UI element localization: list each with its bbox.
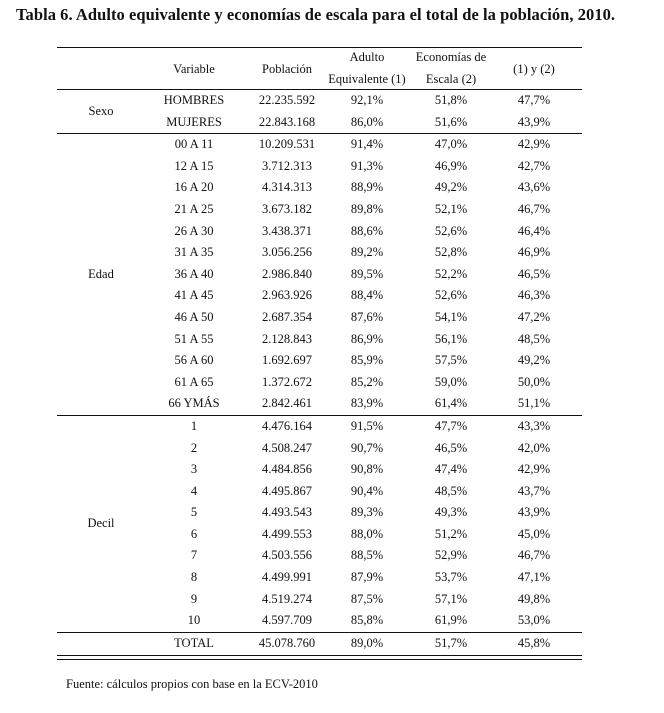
variable-cell: 66 YMÁS [168, 396, 220, 411]
poblacion-cell: 4.484.856 [262, 462, 312, 477]
economias-cell: 49,2% [434, 180, 468, 195]
poblacion-cell: 4.503.556 [262, 548, 312, 563]
poblacion-cell: 4.495.867 [262, 483, 312, 498]
economias-cell: 57,5% [434, 353, 468, 368]
header-economias-line2: Escala (2) [425, 72, 477, 86]
adulto-cell: 85,8% [350, 613, 384, 628]
table-row [57, 459, 582, 481]
combined-cell: 46,7% [517, 201, 551, 216]
table-row [57, 112, 582, 134]
adulto-cell: 87,9% [350, 570, 384, 585]
poblacion-cell: 10.209.531 [258, 137, 316, 152]
table-row [57, 438, 582, 460]
table-row [57, 177, 582, 199]
combined-cell: 47,1% [517, 570, 551, 585]
group-label: Decil [87, 515, 115, 530]
combined-cell: 43,9% [517, 114, 551, 129]
economias-cell: 51,6% [434, 114, 468, 129]
table-body [57, 90, 582, 633]
adulto-cell: 88,6% [350, 223, 384, 238]
combined-cell: 51,1% [517, 396, 551, 411]
variable-cell: 51 A 55 [174, 331, 214, 346]
header-adulto-line2: Equivalente (1) [328, 72, 406, 86]
poblacion-cell: 2.986.840 [262, 266, 312, 281]
adulto-cell: 89,3% [350, 505, 384, 520]
poblacion-cell: 1.692.697 [262, 353, 312, 368]
table-row [57, 524, 582, 546]
economias-cell: 61,9% [434, 613, 468, 628]
variable-cell: 10 [187, 613, 201, 628]
table-row [57, 350, 582, 372]
header-economias-line1: Economías de [415, 50, 487, 64]
group-edad [57, 134, 582, 415]
group-label: Sexo [88, 103, 114, 118]
combined-cell: 49,2% [517, 353, 551, 368]
variable-cell: 1 [190, 418, 198, 433]
poblacion-cell: 3.712.313 [262, 158, 312, 173]
variable-cell: 7 [190, 548, 198, 563]
table-row [57, 329, 582, 351]
adulto-cell: 90,7% [350, 440, 384, 455]
economias-cell: 47,7% [434, 418, 468, 433]
poblacion-cell: 22.235.592 [258, 93, 316, 107]
adulto-cell: 86,0% [350, 114, 384, 129]
poblacion-cell: 4.493.543 [262, 505, 312, 520]
variable-cell: 26 A 30 [174, 223, 214, 238]
combined-cell: 47,2% [517, 309, 551, 324]
adulto-cell: 91,3% [350, 158, 384, 173]
combined-cell: 43,7% [517, 483, 551, 498]
table-row [57, 264, 582, 286]
table-row [57, 285, 582, 307]
combined-cell: 48,5% [517, 331, 551, 346]
combined-cell: 50,0% [517, 374, 551, 389]
table-row [57, 90, 582, 112]
adulto-cell: 91,4% [350, 137, 384, 152]
table-row [57, 372, 582, 394]
economias-cell: 52,6% [434, 288, 468, 303]
poblacion-cell: 2.842.461 [262, 396, 312, 411]
variable-cell: 61 A 65 [174, 374, 214, 389]
economias-cell: 47,0% [434, 137, 468, 152]
table-row [57, 393, 582, 415]
table-row [57, 589, 582, 611]
adulto-cell: 83,9% [350, 396, 384, 411]
table-header [57, 48, 582, 89]
combined-cell: 46,4% [517, 223, 551, 238]
poblacion-cell: 4.508.247 [262, 440, 312, 455]
adulto-cell: 87,5% [350, 591, 384, 606]
adulto-cell: 89,2% [350, 245, 384, 260]
poblacion-cell: 4.476.164 [262, 418, 312, 433]
poblacion-cell: 2.963.926 [262, 288, 312, 303]
poblacion-cell: 2.687.354 [262, 309, 312, 324]
total-adulto: 89,0% [350, 635, 384, 650]
combined-cell: 42,0% [517, 440, 551, 455]
economias-cell: 53,7% [434, 570, 468, 585]
economias-cell: 48,5% [434, 483, 468, 498]
adulto-cell: 88,5% [350, 548, 384, 563]
economias-cell: 57,1% [434, 591, 468, 606]
adulto-cell: 85,9% [350, 353, 384, 368]
variable-cell: 4 [190, 483, 198, 498]
total-row [57, 633, 582, 655]
combined-cell: 53,0% [517, 613, 551, 628]
poblacion-cell: 22.843.168 [258, 114, 316, 129]
economias-cell: 61,4% [434, 396, 468, 411]
economias-cell: 49,3% [434, 505, 468, 520]
variable-cell: 00 A 11 [174, 137, 214, 152]
table-row [57, 307, 582, 329]
combined-cell: 45,0% [517, 526, 551, 541]
economias-cell: 52,8% [434, 245, 468, 260]
variable-cell: 6 [190, 526, 198, 541]
adulto-cell: 90,8% [350, 462, 384, 477]
economias-cell: 47,4% [434, 462, 468, 477]
variable-cell: 8 [190, 570, 198, 585]
variable-cell: 41 A 45 [174, 288, 214, 303]
variable-cell: HOMBRES [163, 93, 225, 107]
poblacion-cell: 2.128.843 [262, 331, 312, 346]
economias-cell: 52,1% [434, 201, 468, 216]
poblacion-cell: 4.597.709 [262, 613, 312, 628]
variable-cell: 12 A 15 [174, 158, 214, 173]
economias-cell: 52,9% [434, 548, 468, 563]
data-table [57, 47, 582, 660]
economias-cell: 51,8% [434, 93, 468, 107]
variable-cell: 36 A 40 [174, 266, 214, 281]
table-row [57, 416, 582, 438]
variable-cell: 21 A 25 [174, 201, 214, 216]
header-variable: Variable [173, 62, 215, 76]
economias-cell: 54,1% [434, 309, 468, 324]
total-label: TOTAL [174, 635, 214, 650]
variable-cell: 2 [190, 440, 198, 455]
total-poblacion: 45.078.760 [258, 635, 316, 650]
combined-cell: 46,5% [517, 266, 551, 281]
table-row [57, 242, 582, 264]
economias-cell: 52,6% [434, 223, 468, 238]
table-row [57, 567, 582, 589]
combined-cell: 42,7% [517, 158, 551, 173]
economias-cell: 51,2% [434, 526, 468, 541]
header-poblacion: Población [262, 62, 312, 76]
combined-cell: 43,9% [517, 505, 551, 520]
table-row [57, 199, 582, 221]
source-note: Fuente: cálculos propios con base en la ECV-2010 [66, 677, 318, 691]
table-row [57, 481, 582, 503]
economias-cell: 59,0% [434, 374, 468, 389]
poblacion-cell: 4.499.991 [262, 570, 312, 585]
adulto-cell: 88,0% [350, 526, 384, 541]
combined-cell: 42,9% [517, 462, 551, 477]
adulto-cell: 88,4% [350, 288, 384, 303]
total-economias: 51,7% [434, 635, 468, 650]
combined-cell: 46,3% [517, 288, 551, 303]
variable-cell: 46 A 50 [174, 309, 214, 324]
header-adulto-line1: Adulto [349, 50, 385, 64]
group-sexo [57, 90, 582, 133]
adulto-cell: 90,4% [350, 483, 384, 498]
variable-cell: 56 A 60 [174, 353, 214, 368]
combined-cell: 42,9% [517, 137, 551, 152]
table-row [57, 156, 582, 178]
adulto-cell: 88,9% [350, 180, 384, 195]
variable-cell: 31 A 35 [174, 245, 214, 260]
table-row [57, 502, 582, 524]
adulto-cell: 85,2% [350, 374, 384, 389]
combined-cell: 43,6% [517, 180, 551, 195]
adulto-cell: 87,6% [350, 309, 384, 324]
poblacion-cell: 3.673.182 [262, 201, 312, 216]
total-combined: 45,8% [517, 635, 551, 650]
variable-cell: 16 A 20 [174, 180, 214, 195]
group-label: Edad [88, 266, 114, 281]
economias-cell: 46,5% [434, 440, 468, 455]
economias-cell: 46,9% [434, 158, 468, 173]
table-row [57, 221, 582, 243]
table-row [57, 545, 582, 567]
poblacion-cell: 3.438.371 [262, 223, 312, 238]
adulto-cell: 89,5% [350, 266, 384, 281]
poblacion-cell: 1.372.672 [262, 374, 312, 389]
header-combined: (1) y (2) [513, 62, 555, 76]
poblacion-cell: 3.056.256 [262, 245, 312, 260]
bottom-double-rule [57, 655, 582, 660]
table-row [57, 134, 582, 156]
adulto-cell: 92,1% [350, 93, 384, 107]
variable-cell: 3 [190, 462, 198, 477]
combined-cell: 46,7% [517, 548, 551, 563]
poblacion-cell: 4.314.313 [262, 180, 312, 195]
table-title: Tabla 6. Adulto equivalente y economías de escala para el total de la población, 2010. [16, 5, 616, 24]
variable-cell: 5 [190, 505, 198, 520]
variable-cell: 9 [190, 591, 198, 606]
combined-cell: 49,8% [517, 591, 551, 606]
combined-cell: 43,3% [517, 418, 551, 433]
economias-cell: 52,2% [434, 266, 468, 281]
poblacion-cell: 4.499.553 [262, 526, 312, 541]
variable-cell: MUJERES [166, 114, 222, 129]
poblacion-cell: 4.519.274 [262, 591, 312, 606]
table-row [57, 610, 582, 632]
economias-cell: 56,1% [434, 331, 468, 346]
combined-cell: 46,9% [517, 245, 551, 260]
adulto-cell: 89,8% [350, 201, 384, 216]
adulto-cell: 91,5% [350, 418, 384, 433]
combined-cell: 47,7% [517, 93, 551, 107]
adulto-cell: 86,9% [350, 331, 384, 346]
group-decil [57, 416, 582, 632]
